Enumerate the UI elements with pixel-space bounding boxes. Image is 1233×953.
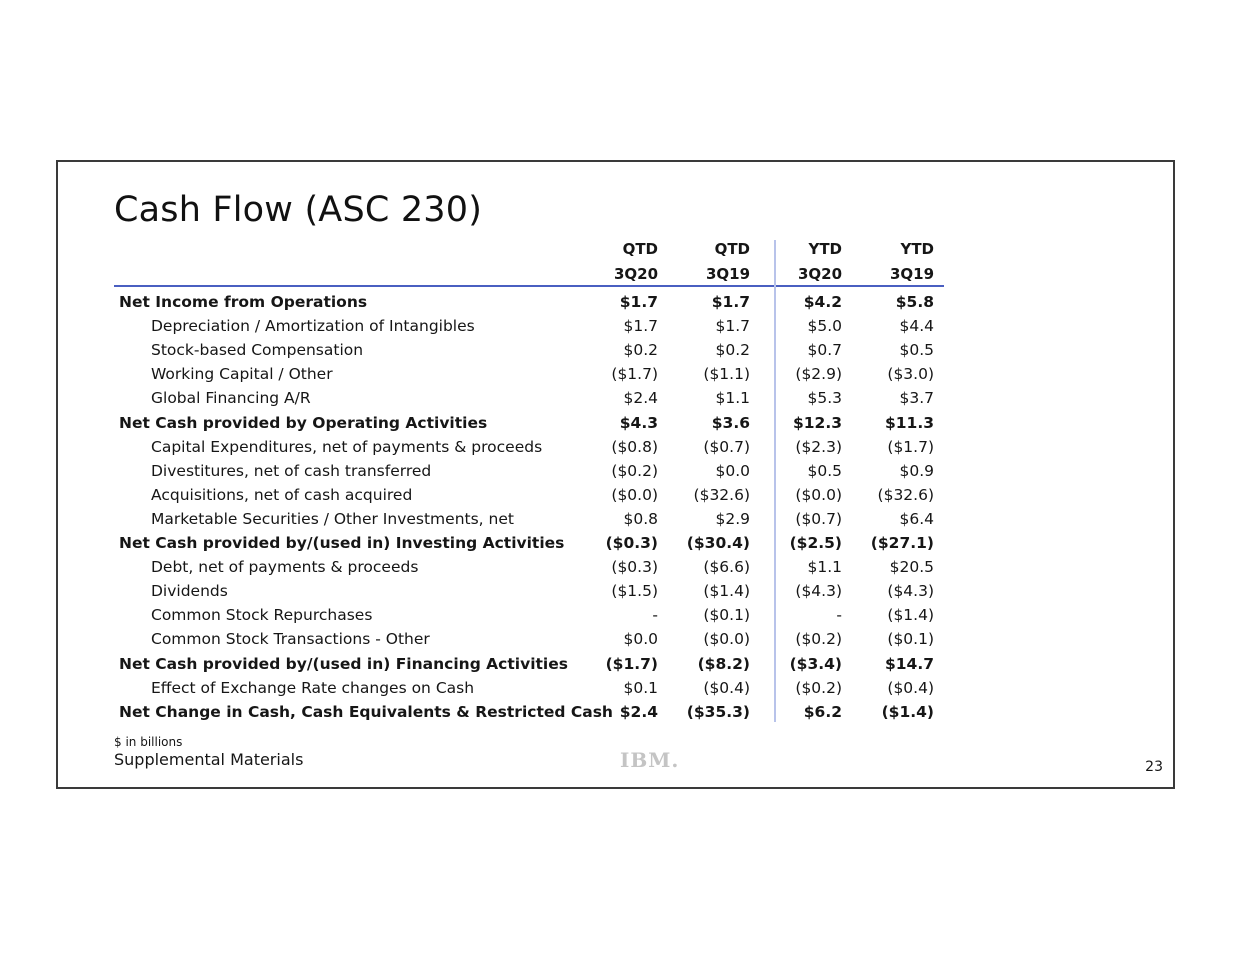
table-row: [114, 435, 944, 459]
row-value: ($0.2): [795, 630, 842, 649]
row-value: ($32.6): [693, 485, 750, 504]
table-row-total: [114, 290, 944, 314]
row-label: Common Stock Repurchases: [151, 606, 373, 625]
slide-frame: [56, 160, 1175, 789]
row-value: ($1.7): [605, 654, 658, 673]
row-label: Net Cash provided by Operating Activities: [119, 413, 488, 432]
row-value: $3.6: [711, 413, 750, 432]
row-value: $0.1: [623, 678, 658, 697]
footer-label: Supplemental Materials: [114, 750, 304, 769]
units-note: $ in billions: [114, 735, 183, 749]
row-value: $4.3: [619, 413, 658, 432]
row-value: $1.1: [715, 389, 750, 408]
row-value: $0.9: [899, 461, 934, 480]
row-label: Divestitures, net of cash transferred: [151, 461, 432, 480]
row-value: ($1.4): [881, 702, 934, 721]
table-row: [114, 338, 944, 362]
table-row: [114, 627, 944, 651]
row-value: $0.5: [899, 341, 934, 360]
column-header-top: QTD: [622, 240, 658, 258]
row-value: $0.2: [623, 341, 658, 360]
row-value: $0.7: [807, 341, 842, 360]
row-value: $5.3: [807, 389, 842, 408]
row-value: ($2.9): [795, 365, 842, 384]
row-value: $11.3: [884, 413, 934, 432]
row-label: Working Capital / Other: [151, 365, 333, 384]
row-value: ($0.4): [887, 678, 934, 697]
table-row-total: [114, 531, 944, 555]
row-value: $1.7: [623, 317, 658, 336]
table-row-total: [114, 652, 944, 676]
page-title: Cash Flow (ASC 230): [114, 190, 483, 230]
row-value: ($0.2): [611, 461, 658, 480]
column-header-bottom: 3Q20: [797, 265, 842, 283]
row-value: $0.2: [715, 341, 750, 360]
table-row: [114, 555, 944, 579]
row-value: ($2.5): [789, 534, 842, 552]
row-value: $6.2: [803, 702, 842, 721]
row-value: ($1.7): [611, 365, 658, 384]
row-value: $5.8: [895, 293, 934, 311]
table-row: [114, 579, 944, 603]
row-value: -: [652, 606, 658, 625]
row-value: ($0.2): [795, 678, 842, 697]
column-header-bottom: 3Q19: [889, 265, 934, 283]
row-value: $1.7: [619, 293, 658, 311]
row-value: $14.7: [884, 654, 934, 673]
row-value: ($35.3): [686, 702, 750, 721]
row-value: $2.4: [619, 702, 658, 721]
row-value: ($6.6): [703, 558, 750, 577]
row-value: ($0.0): [611, 485, 658, 504]
row-value: ($1.7): [887, 437, 934, 456]
row-label: Effect of Exchange Rate changes on Cash: [151, 678, 475, 697]
table-row-total: [114, 411, 944, 435]
row-value: $4.4: [899, 317, 934, 336]
row-value: ($1.5): [611, 582, 658, 601]
row-value: $3.7: [899, 389, 934, 408]
row-value: ($1.1): [703, 365, 750, 384]
row-value: -: [836, 606, 842, 625]
column-header-bottom: 3Q19: [705, 265, 750, 283]
header-rule: [114, 285, 944, 287]
row-value: ($4.3): [887, 582, 934, 601]
row-value: ($1.4): [703, 582, 750, 601]
table-row: [114, 314, 944, 338]
row-value: ($0.0): [703, 630, 750, 649]
row-value: ($0.3): [605, 534, 658, 552]
row-value: $2.4: [623, 389, 658, 408]
row-value: ($8.2): [697, 654, 750, 673]
row-value: $4.2: [803, 293, 842, 311]
row-value: ($0.1): [703, 606, 750, 625]
row-value: $1.1: [807, 558, 842, 577]
table-row: [114, 459, 944, 483]
row-value: ($2.3): [795, 437, 842, 456]
row-value: $5.0: [807, 317, 842, 336]
row-label: Net Change in Cash, Cash Equivalents & Restricted Cash: [119, 702, 613, 721]
row-value: ($1.4): [887, 606, 934, 625]
row-value: $2.9: [715, 509, 750, 528]
row-label: Acquisitions, net of cash acquired: [151, 485, 413, 504]
row-label: Dividends: [151, 582, 228, 601]
row-label: Marketable Securities / Other Investments, net: [151, 509, 514, 528]
column-header-bottom: 3Q20: [613, 265, 658, 283]
row-value: ($3.4): [789, 654, 842, 673]
row-value: $1.7: [711, 293, 750, 311]
row-value: $0.8: [623, 509, 658, 528]
row-value: ($0.0): [795, 485, 842, 504]
row-label: Depreciation / Amortization of Intangibles: [151, 317, 475, 336]
row-value: $0.0: [623, 630, 658, 649]
row-value: ($0.7): [703, 437, 750, 456]
row-value: ($0.7): [795, 509, 842, 528]
row-value: ($0.1): [887, 630, 934, 649]
row-value: $20.5: [889, 558, 934, 577]
column-header-top: YTD: [808, 240, 842, 258]
table-row: [114, 386, 944, 410]
row-value: $0.0: [715, 461, 750, 480]
row-label: Capital Expenditures, net of payments & proceeds: [151, 437, 543, 456]
row-label: Debt, net of payments & proceeds: [151, 558, 419, 577]
row-value: ($30.4): [686, 534, 750, 552]
row-value: ($27.1): [870, 534, 934, 552]
page-number: 23: [1145, 759, 1163, 775]
row-value: ($32.6): [877, 485, 934, 504]
row-label: Net Cash provided by/(used in) Investing Activities: [119, 534, 565, 552]
column-header-top: YTD: [900, 240, 934, 258]
table-row: [114, 676, 944, 700]
row-value: $1.7: [715, 317, 750, 336]
row-value: ($0.4): [703, 678, 750, 697]
row-value: ($0.8): [611, 437, 658, 456]
row-value: $6.4: [899, 509, 934, 528]
ibm-logo: IBM.: [620, 748, 680, 772]
row-value: $12.3: [792, 413, 842, 432]
row-value: $0.5: [807, 461, 842, 480]
row-value: ($3.0): [887, 365, 934, 384]
row-label: Global Financing A/R: [151, 389, 311, 408]
table-row: [114, 362, 944, 386]
column-header-top: QTD: [714, 240, 750, 258]
row-label: Net Income from Operations: [119, 293, 368, 311]
row-label: Stock-based Compensation: [151, 341, 364, 360]
table-row: [114, 507, 944, 531]
row-label: Common Stock Transactions - Other: [151, 630, 430, 649]
row-value: ($4.3): [795, 582, 842, 601]
table-row: [114, 603, 944, 627]
row-value: ($0.3): [611, 558, 658, 577]
table-row-total: [114, 700, 944, 724]
row-label: Net Cash provided by/(used in) Financing Activities: [119, 654, 568, 673]
table-row: [114, 483, 944, 507]
